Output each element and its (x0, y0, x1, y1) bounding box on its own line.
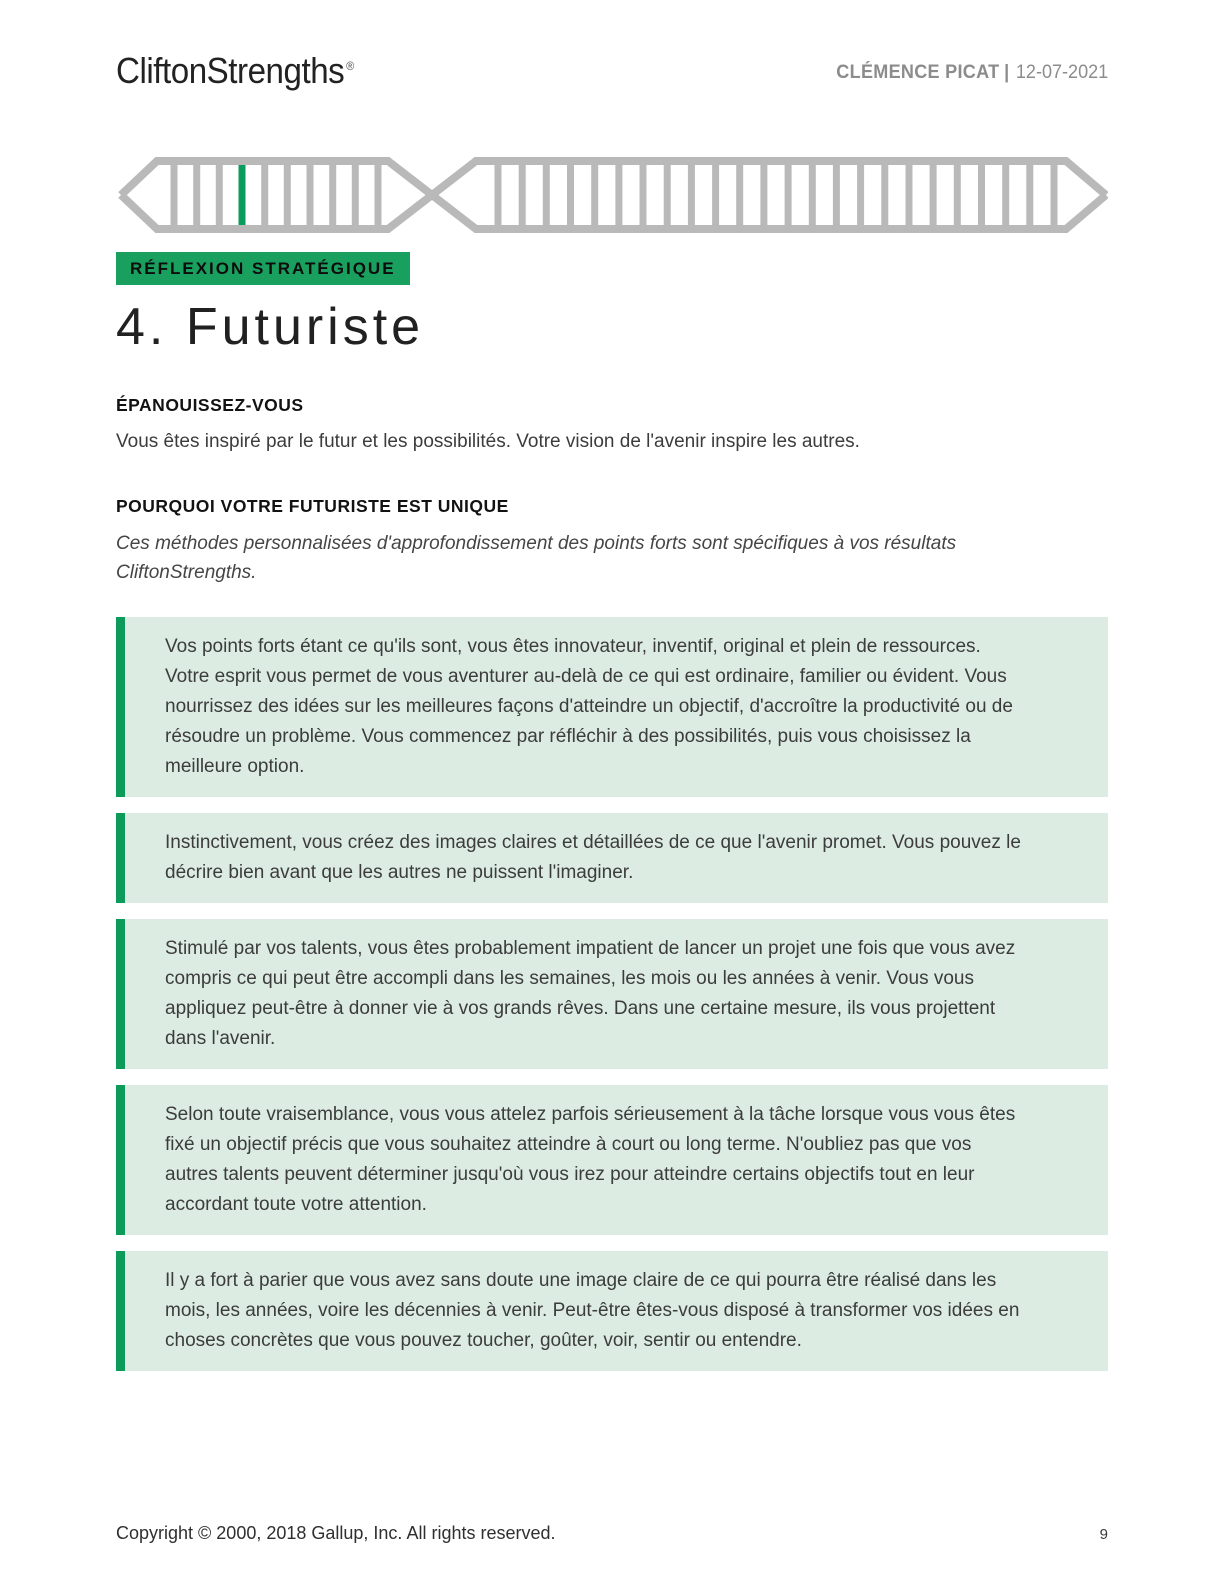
insight-boxes (116, 617, 1108, 1371)
header-meta (836, 62, 1108, 84)
copyright-text: Copyright © 2000, 2018 Gallup, Inc. All rights reserved. (116, 1523, 556, 1543)
insight-box-3 (116, 919, 1108, 1069)
insight-text: Instinctivement, vous créez des images claires et détaillées de ce que l'avenir promet. Vous pouvez le décrire bien avant que les autres ne puissent l'imaginer. (165, 832, 1021, 883)
domain-badge: RÉFLEXION STRATÉGIQUE (116, 252, 410, 285)
section-heading-thrive: ÉPANOUISSEZ-VOUS (116, 395, 304, 415)
page-title: 4. Futuriste (116, 298, 425, 356)
insight-text: Il y a fort à parier que vous avez sans doute une image claire de ce qui pourra être réalisé dans les mois, les années, voire les décennies à venir. Peut-être êtes-vous disposé à transformer vos idées en choses concrètes que vous pouvez toucher, goûter, voir, sentir ou entendre. (165, 1270, 1020, 1351)
insight-text: Vos points forts étant ce qu'ils sont, vous êtes innovateur, inventif, original et plein de ressources. Votre esprit vous permet de vous aventurer au-delà de ce qui est ordinaire, familier ou évident. Vous nourrissez des idées sur les meilleures façons d'atteindre un objectif, d'accroître la productivité ou de résoudre un problème. Vous commencez par réfléchir à des possibilités, puis vous choisissez la meilleure option. (165, 636, 1013, 777)
section-body-thrive: Vous êtes inspiré par le futur et les possibilités. Votre vision de l'avenir inspire les autres. (116, 431, 860, 452)
page-number: 9 (1099, 1526, 1108, 1543)
insight-box-4 (116, 1085, 1108, 1235)
insight-box-1 (116, 617, 1108, 797)
dna-strip-graphic (116, 154, 1108, 238)
insight-box-5 (116, 1251, 1108, 1371)
cliftonstrengths-logo (116, 50, 354, 92)
logo-text: CliftonStrengths (116, 50, 345, 91)
report-date: 12-07-2021 (1015, 62, 1108, 83)
section-heading-why-unique: POURQUOI VOTRE FUTURISTE EST UNIQUE (116, 496, 509, 516)
page-header (116, 0, 1108, 92)
page-footer (116, 1523, 1108, 1544)
registered-trademark-icon: ® (346, 59, 354, 73)
insight-box-2 (116, 813, 1108, 903)
header-separator: | (1003, 62, 1010, 83)
section-thrive (116, 395, 1108, 456)
insight-text: Selon toute vraisemblance, vous vous attelez parfois sérieusement à la tâche lorsque vous vous êtes fixé un objectif précis que vous souhaitez atteindre à court ou long terme. N'oubliez pas que vos autres talents peuvent déterminer jusqu'où vous irez pour atteindre certains objectifs tout en leur accordant toute votre attention. (165, 1104, 1016, 1215)
user-name: CLÉMENCE PICAT (836, 62, 1000, 83)
section-body-why-unique: Ces méthodes personnalisées d'approfondissement des points forts sont spécifiques à vos résultats CliftonStrengths. (116, 533, 957, 583)
insight-text: Stimulé par vos talents, vous êtes probablement impatient de lancer un projet une fois que vous avez compris ce qui peut être accompli dans les semaines, les mois ou les années à venir. Vous vous appliquez peut-être à donner vie à vos grands rêves. Dans une certaine mesure, ils vous projettent dans l'avenir. (165, 938, 1016, 1049)
section-why-unique (116, 496, 1108, 587)
dna-helix-icon (116, 154, 1108, 238)
